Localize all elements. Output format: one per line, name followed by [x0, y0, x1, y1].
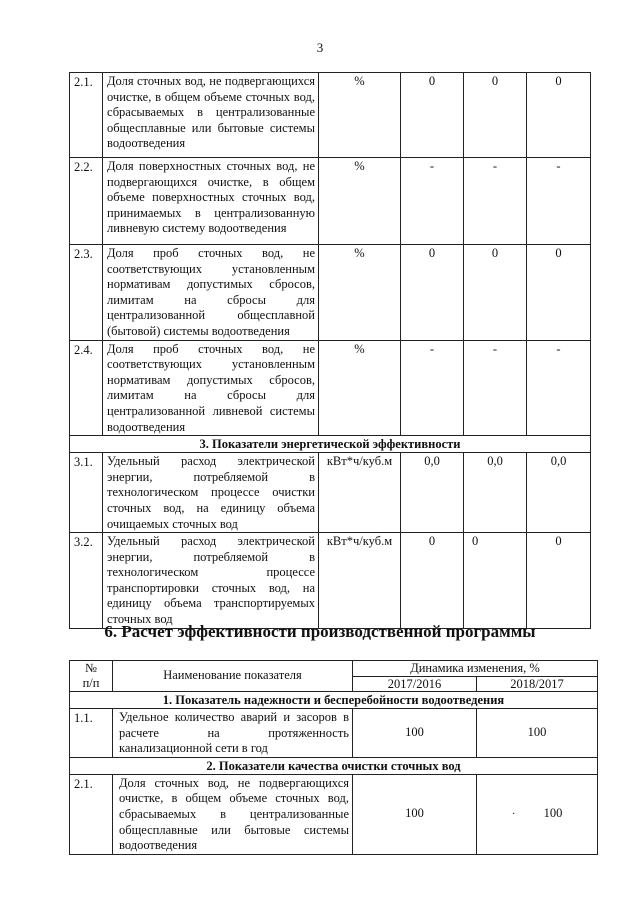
indicator-name: Доля проб сточных вод, не соответствующих установленным нормативам допустимых сбросов, лимитам на сбросы для централизованной ливневой системы водоотведения	[103, 340, 319, 436]
col-header-name: Наименование показателя	[113, 661, 353, 692]
value: -	[401, 340, 464, 436]
indicator-name: Удельный расход электрической энергии, потребляемой в технологическом процессе транспортировки сточных вод, на единицу объема транспортируемых сточных вод	[103, 533, 319, 629]
value: 0	[527, 245, 591, 341]
value: -	[527, 158, 591, 245]
value: -	[401, 158, 464, 245]
table-row	[70, 709, 598, 758]
unit: кВт*ч/куб.м	[319, 453, 401, 533]
row-number: 2.1.	[70, 774, 113, 854]
table-row	[70, 158, 591, 245]
table-row	[70, 533, 591, 629]
value: 0,0	[464, 453, 527, 533]
value-text: 100	[543, 806, 563, 821]
value: 100	[353, 709, 477, 758]
value: 0	[464, 245, 527, 341]
value: 0	[401, 533, 464, 629]
indicator-name: Доля сточных вод, не подвергающихся очистке, в общем объеме сточных вод, сбрасываемых в централизованные общесплавные или бытовые системы водоотведения	[113, 774, 353, 854]
value: 0,0	[401, 453, 464, 533]
unit: %	[319, 340, 401, 436]
indicator-name: Доля поверхностных сточных вод, не подвергающихся очистке, в общем объеме поверхностных сточных вод, принимаемых в централизованную ливневую систему водоотведения	[103, 158, 319, 245]
value: 0	[527, 533, 591, 629]
section-title: 2. Показатели качества очистки сточных вод	[70, 757, 598, 774]
section-title: 3. Показатели энергетической эффективности	[70, 436, 591, 453]
value: -	[464, 158, 527, 245]
row-number: 2.4.	[70, 340, 103, 436]
value	[477, 774, 598, 854]
table-row	[70, 774, 598, 854]
col-header-dynamics: Динамика изменения, %	[353, 661, 598, 677]
row-number: 2.1.	[70, 73, 103, 158]
table-row	[70, 245, 591, 341]
page-number: 3	[316, 40, 324, 55]
indicator-name: Доля проб сточных вод, не соответствующих установленным нормативам допустимых сбросов, лимитам на сбросы для централизованной общесплавной (бытовой) системы водоотведения	[103, 245, 319, 341]
col-header-period: 2018/2017	[477, 676, 598, 692]
indicator-name: Доля сточных вод, не подвергающихся очистке, в общем объеме сточных вод, сбрасываемых в централизованные общесплавные или бытовые системы водоотведения	[103, 73, 319, 158]
value: 0	[464, 533, 527, 629]
table-row	[70, 453, 591, 533]
indicators-table	[69, 72, 591, 629]
section-heading: 6. Расчет эффективности производственной программы	[104, 622, 536, 641]
efficiency-table	[69, 660, 598, 855]
unit: %	[319, 73, 401, 158]
section-row	[70, 757, 598, 774]
row-number: 2.3.	[70, 245, 103, 341]
value: 0	[527, 73, 591, 158]
row-number: 2.2.	[70, 158, 103, 245]
unit: кВт*ч/куб.м	[319, 533, 401, 629]
section-row	[70, 692, 598, 709]
header-row	[70, 661, 598, 677]
row-number: 3.1.	[70, 453, 103, 533]
indicator-name: Удельный расход электрической энергии, потребляемой в технологическом процессе очистки сточных вод, на единицу объема очищаемых сточных вод	[103, 453, 319, 533]
section-title: 1. Показатель надежности и бесперебойности водоотведения	[70, 692, 598, 709]
row-number: 3.2.	[70, 533, 103, 629]
value: 0	[401, 73, 464, 158]
table-row	[70, 340, 591, 436]
unit: %	[319, 158, 401, 245]
col-header-period: 2017/2016	[353, 676, 477, 692]
col-header-number: № п/п	[70, 661, 113, 692]
value: -	[527, 340, 591, 436]
unit: %	[319, 245, 401, 341]
scan-dot: ·	[511, 806, 516, 821]
value: 100	[353, 774, 477, 854]
indicator-name: Удельное количество аварий и засоров в расчете на протяженность канализационной сети в год	[113, 709, 353, 758]
value: 0	[401, 245, 464, 341]
value: -	[464, 340, 527, 436]
section-row	[70, 436, 591, 453]
value: 0	[464, 73, 527, 158]
value: 0,0	[527, 453, 591, 533]
row-number: 1.1.	[70, 709, 113, 758]
table-row	[70, 73, 591, 158]
value: 100	[477, 709, 598, 758]
